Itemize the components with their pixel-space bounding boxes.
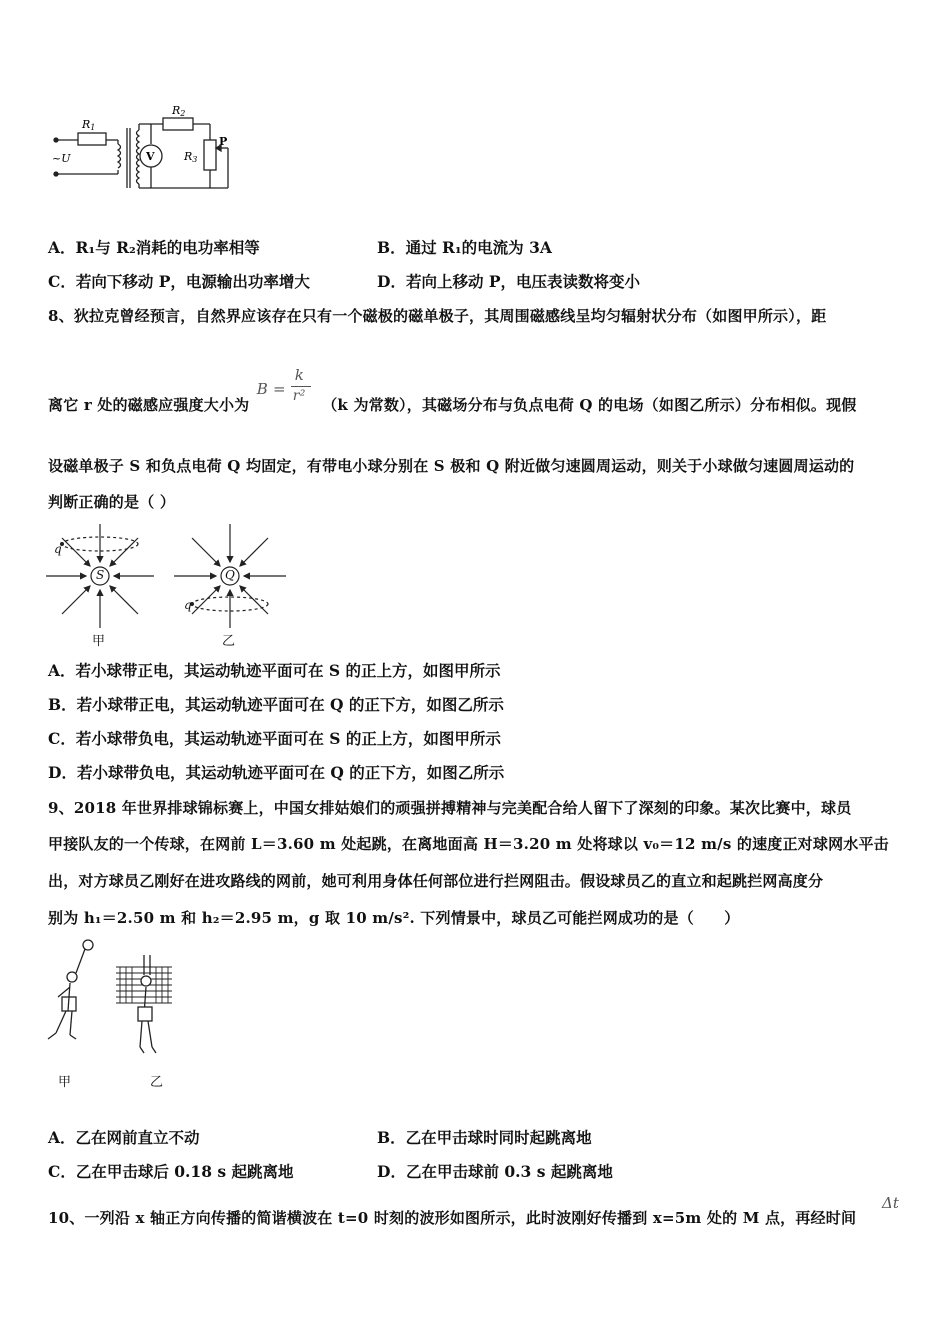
q7-option-a-text: R₁与 R₂消耗的电功率相等 [75,238,260,257]
volleyball-figure [40,935,190,1090]
q8-line-4: 判断正确的是（ ） [48,493,176,511]
q8-line-1: 8、狄拉克曾经预言，自然界应该存在只有一个磁极的磁单极子，其周围磁感线呈均匀辐射状分布（如图甲所示），距 [48,307,827,325]
q7-option-d-label: D． [377,272,406,291]
q7-option-c[interactable] [48,270,310,292]
slider-p-label: P [219,135,228,148]
q7-option-d[interactable] [377,270,640,292]
particle-q-label-right: q [184,598,192,612]
q9-option-a-text: 乙在网前直立不动 [75,1128,200,1147]
q9-option-d-label: D． [377,1162,406,1181]
q7-option-c-text: 若向下移动 P，电源输出功率增大 [75,272,310,291]
q9-line-2: 甲接队友的一个传球，在网前 L＝3.60 m 处起跳，在离地面高 H＝3.20 m 处将球以 v₀＝12 m/s 的速度正对球网水平击 [48,835,889,853]
voltmeter-label: V [146,150,155,163]
q7-option-a[interactable] [48,236,260,258]
q9-option-c[interactable] [48,1160,294,1182]
q7-option-d-text: 若向上移动 P，电压表读数将变小 [405,272,641,291]
q7-option-a-label: A． [48,238,76,257]
figure-caption-jia: 甲 [92,634,106,649]
q8-option-a[interactable]: A．若小球带正电，其运动轨迹平面可在 S 的正上方，如图甲所示 [48,661,501,680]
q8-option-c[interactable]: C．若小球带负电，其运动轨迹平面可在 S 的正上方，如图甲所示 [48,729,501,748]
q9-option-a-label: A． [48,1128,76,1147]
q9-line-4: 别为 h₁＝2.50 m 和 h₂＝2.95 m，g 取 10 m/s². 下列情景中，球员乙可能拦网成功的是（ ） [48,909,740,927]
formula-lhs: B = [256,380,286,398]
q8-line-2-pre: 离它 r 处的磁感应强度大小为 [48,396,250,414]
magnetic-formula [255,366,317,416]
figure-caption-yi: 乙 [222,634,236,649]
monopole-svg [40,522,300,647]
q7-option-c-label: C． [48,272,76,291]
volleyball-svg [40,935,190,1065]
r2-label: R2 [172,104,186,118]
q9-option-b[interactable] [377,1126,592,1148]
source-label: ~U [52,152,71,165]
r3-resistor [204,140,216,170]
q9-option-a[interactable] [48,1126,200,1148]
monopole-s-label: S [96,568,105,582]
formula-denominator: r² [292,388,306,404]
r1-resistor [78,133,106,145]
formula-bar [291,386,311,387]
r3-label: R3 [184,150,198,164]
r2-resistor [163,118,193,130]
q9-option-d[interactable] [377,1160,613,1182]
q7-option-b-label: B． [377,238,406,257]
q9-option-b-text: 乙在甲击球时同时起跳离地 [405,1128,592,1147]
q7-option-b[interactable] [377,236,552,258]
q9-line-3: 出，对方球员乙刚好在进攻路线的网前，她可利用身体任何部位进行拦网阻击。假设球员乙的直立和起跳拦网高度分 [48,872,824,890]
q9-option-d-text: 乙在甲击球前 0.3 s 起跳离地 [405,1162,613,1181]
particle-q-label-left: q [54,542,62,556]
player-caption-yi: 乙 [150,1075,164,1090]
player-caption-jia: 甲 [58,1075,72,1090]
charge-q-label: Q [225,568,235,582]
circuit-svg [48,100,248,195]
monopole-figure [40,522,300,647]
q8-option-d[interactable]: D．若小球带负电，其运动轨迹平面可在 Q 的正下方，如图乙所示 [48,763,505,782]
q9-option-c-label: C． [48,1162,76,1181]
q9-option-c-text: 乙在甲击球后 0.18 s 起跳离地 [75,1162,294,1181]
r1-label: R1 [82,118,96,132]
q9-option-b-label: B． [377,1128,406,1147]
q8-line-2-post: （k 为常数），其磁场分布与负点电荷 Q 的电场（如图乙所示）分布相似。现假 [322,396,857,414]
q10-delta-t: Δt [882,1194,899,1212]
q10-line-1: 10、一列沿 x 轴正方向传播的简谐横波在 t=0 时刻的波形如图所示，此时波刚好传播到 x=5m 处的 M 点，再经时间 [48,1209,857,1227]
q8-line-2 [48,366,857,416]
circuit-diagram [48,100,248,195]
q7-option-b-text: 通过 R₁的电流为 3A [405,238,552,257]
formula-numerator: k [294,366,305,384]
q8-line-3: 设磁单极子 S 和负点电荷 Q 均固定，有带电小球分别在 S 极和 Q 附近做匀速圆周运动，则关于小球做匀速圆周运动的 [48,457,855,475]
q9-line-1: 9、2018 年世界排球锦标赛上，中国女排姑娘们的顽强拼搏精神与完美配合给人留下了深刻的印象。某次比赛中，球员 [48,799,852,817]
q8-option-b[interactable]: B．若小球带正电，其运动轨迹平面可在 Q 的正下方，如图乙所示 [48,695,504,714]
